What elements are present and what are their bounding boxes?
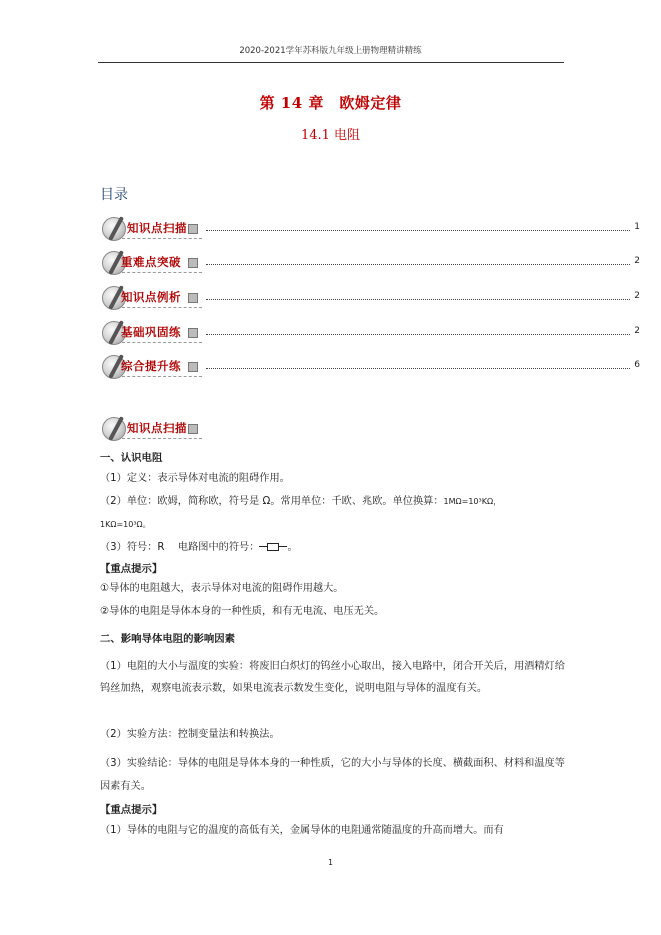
section2-title: 二、影响导体电阻的影响因素 [100, 633, 236, 645]
section-badge [100, 414, 220, 444]
toc-item[interactable] [100, 283, 640, 317]
toc-item-page: 6 [634, 360, 640, 370]
toc-item[interactable] [100, 318, 640, 352]
toc-item-label: 知识点例析 [121, 290, 181, 304]
toc-item-label: 重难点突破 [121, 255, 181, 269]
toc-item-page: 2 [634, 291, 640, 301]
toc-leader [206, 230, 630, 231]
toc-leader [206, 334, 630, 335]
toc-item-label: 知识点扫描 [127, 221, 187, 235]
toc-item[interactable] [100, 352, 640, 386]
toc-item-page: 2 [634, 256, 640, 266]
toc-badge [100, 352, 210, 382]
square-mark-icon [188, 293, 198, 303]
section-badge-label: 知识点扫描 [127, 421, 187, 435]
toc-item-label: 综合提升练 [121, 359, 181, 373]
paragraph: （1）电阻的大小与温度的实验：将废旧白炽灯的钨丝小心取出，接入电路中，闭合开关后，用酒精灯给钨丝加热，观察电流表示数，如果电流表示数发生变化，说明电阻与导体的温度有关。 [100, 661, 565, 694]
square-mark-icon [188, 424, 198, 434]
toc-badge [100, 283, 210, 313]
page-header: 2020-2021学年苏科版九年级上册物理精讲精练 [239, 46, 422, 56]
page-number: 1 [327, 858, 334, 867]
paragraph: （1）导体的电阻与它的温度的高低有关，金属导体的电阻通常随温度的升高而增大。而有 [100, 825, 504, 836]
chapter-title: 第 14 章 欧姆定律 [259, 94, 402, 112]
paragraph: （3）符号：R 电路图中的符号： 。 [100, 542, 298, 553]
toc-leader [206, 299, 630, 300]
paragraph: 1KΩ=10³Ω。 [100, 520, 151, 529]
square-mark-icon [188, 328, 198, 338]
paragraph: （2）单位：欧姆，简称欧，符号是 Ω。常用单位：千欧、兆欧。单位换算：1MΩ=10³KΩ， [100, 496, 502, 507]
toc-item-page: 2 [634, 326, 640, 336]
paragraph: ②导体的电阻是导体本身的一种性质，和有无电流、电压无关。 [100, 606, 385, 617]
header-rule [98, 62, 564, 63]
resistor-symbol-icon [259, 546, 287, 552]
toc-item-label: 基础巩固练 [121, 325, 181, 339]
square-mark-icon [188, 258, 198, 268]
square-mark-icon [188, 224, 198, 234]
tip-title: 【重点提示】 [100, 804, 163, 816]
toc-leader [206, 264, 630, 265]
toc-badge [100, 318, 210, 348]
paragraph: ①导体的电阻越大，表示导体对电流的阻碍作用越大。 [100, 583, 344, 594]
tip-title: 【重点提示】 [100, 563, 163, 575]
toc-item[interactable] [100, 248, 640, 282]
toc-badge [100, 248, 210, 278]
toc-badge [100, 214, 210, 244]
toc-item[interactable] [100, 214, 640, 248]
paragraph: （1）定义：表示导体对电流的阻碍作用。 [100, 473, 290, 484]
toc-heading: 目录 [100, 187, 128, 203]
section1-title: 一、认识电阻 [100, 452, 163, 464]
paragraph: （2）实验方法：控制变量法和转换法。 [100, 729, 280, 740]
square-mark-icon [188, 362, 198, 372]
section-title: 14.1 电阻 [300, 128, 361, 143]
toc-leader [206, 368, 630, 369]
paragraph: （3）实验结论：导体的电阻是导体本身的一种性质，它的大小与导体的长度、横截面积、材料和温度等因素有关。 [100, 758, 565, 792]
toc-item-page: 1 [634, 222, 640, 232]
